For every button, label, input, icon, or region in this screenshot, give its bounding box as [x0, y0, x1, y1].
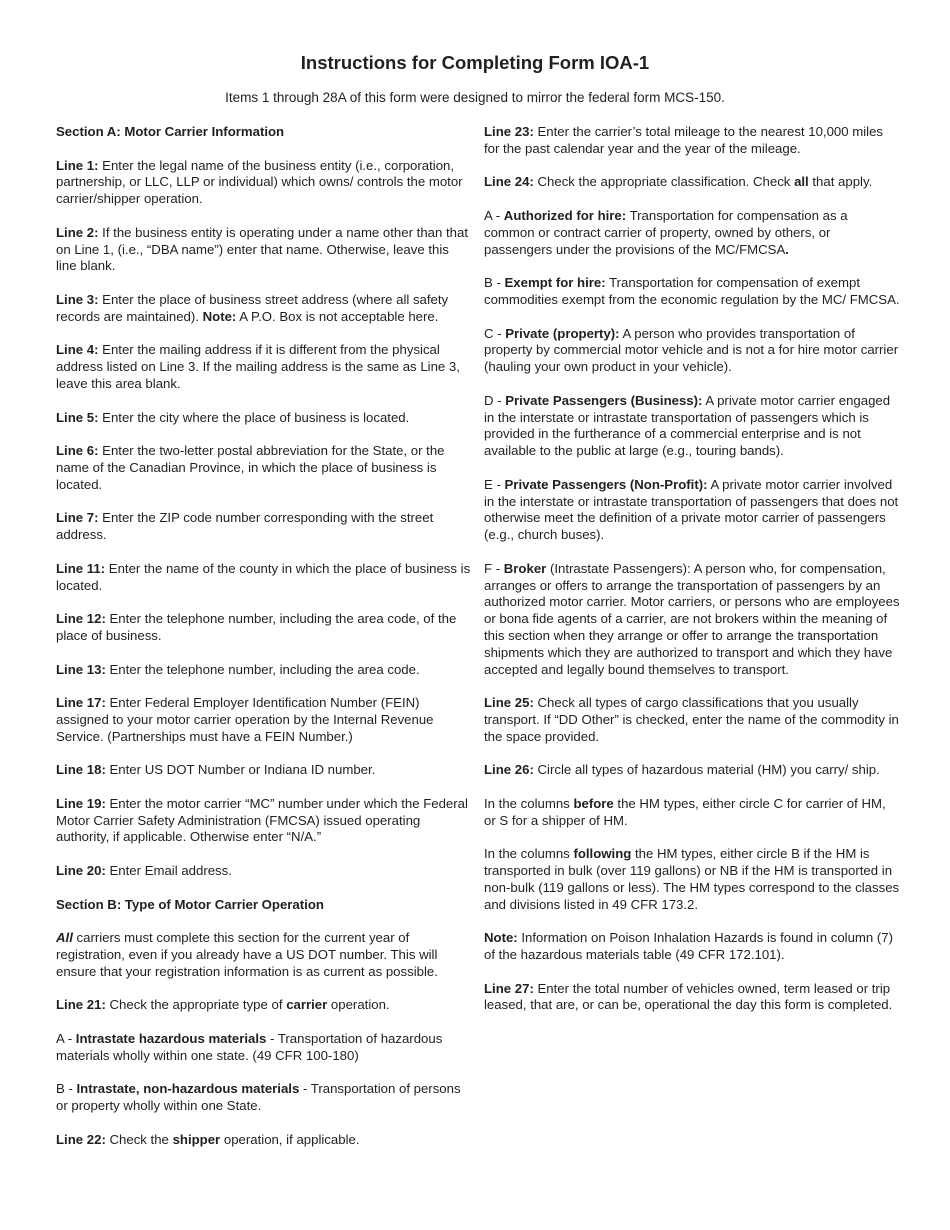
- line-21-option-a: [56, 1031, 472, 1065]
- page-subtitle: Items 1 through 28A of this form were designed to mirror the federal form MCS-150.: [225, 90, 725, 105]
- line-text: Enter the mailing address if it is different from the physical address listed on Line 3. If the mailing address is the same as Line 3, leave this area blank.: [56, 342, 460, 391]
- option-text: A private motor carrier involved in the interstate or intrastate transportation of passengers that does not otherwise meet the definition of a private motor carrier of passengers (e.g., church buses).: [484, 476, 899, 543]
- line-text: Enter the city where the place of business is located.: [98, 409, 410, 425]
- line-27-instruction: [484, 981, 900, 1015]
- line-text: Enter the carrier’s total mileage to the nearest 10,000 miles for the past calendar year and the year of the mileage.: [484, 124, 884, 156]
- line-text: Enter the telephone number, including the area code.: [105, 661, 420, 677]
- line-text: Enter Email address.: [105, 863, 232, 879]
- line-text: Check all types of cargo classifications that you usually transport. If “DD Other” is checked, enter the name of the commodity in the space provided.: [484, 695, 899, 744]
- hm-before-columns: [484, 796, 900, 830]
- line-label: Line 3:: [56, 291, 99, 307]
- option-term: Private Passengers (Non-Profit):: [504, 476, 708, 492]
- line-5-instruction: [56, 410, 472, 427]
- line-text: carriers must complete this section for the current year of registration, even if you already have a US DOT number. This will ensure that your registration information is as current as possible.: [56, 930, 438, 979]
- line-label: Line 13:: [56, 661, 106, 677]
- line-22-instruction: [56, 1132, 472, 1149]
- option-prefix: F -: [484, 560, 504, 576]
- classification-c: [484, 326, 900, 376]
- line-text: Enter the ZIP code number corresponding with the street address.: [56, 510, 434, 543]
- line-text: Enter the name of the county in which the place of business is located.: [56, 560, 471, 593]
- line-label: Line 12:: [56, 611, 106, 627]
- line-11-instruction: [56, 561, 472, 595]
- line-text: operation.: [327, 997, 390, 1013]
- option-text: - Transportation of persons or property wholly within one State.: [56, 1081, 461, 1114]
- line-label: Line 19:: [56, 795, 106, 811]
- option-term: Intrastate hazardous materials: [75, 1031, 267, 1047]
- option-term: Intrastate, non-hazardous materials: [76, 1081, 300, 1097]
- option-text: Transportation for compensation of exempt commodities exempt from the economic regulation by the MC/ FMCSA.: [484, 275, 900, 307]
- note-label: Note:: [484, 930, 518, 946]
- option-end: .: [785, 241, 789, 257]
- line-4-instruction: [56, 342, 472, 392]
- line-label: Line 25:: [484, 695, 534, 711]
- line-text: the HM types, either circle C for carrier of HM, or S for a shipper of HM.: [484, 795, 886, 828]
- option-text: A private motor carrier engaged in the interstate or intrastate transportation of passengers which is provided in the furtherance of a commercial enterprise and is not available to the public at large (e.g., touring bands).: [484, 392, 891, 459]
- line-label: Line 6:: [56, 443, 99, 459]
- line-text: that apply.: [808, 174, 873, 190]
- line-label: Line 2:: [56, 224, 99, 240]
- line-label: Line 17:: [56, 695, 106, 711]
- line-6-instruction: [56, 443, 472, 493]
- line-label: Line 5:: [56, 409, 99, 425]
- line-label: Line 11:: [56, 560, 106, 576]
- option-term: Exempt for hire:: [504, 275, 606, 291]
- line-24-instruction: [484, 174, 900, 191]
- option-text: A person who provides transportation of property by commercial motor vehicle and is not a for hire motor carrier (hauling your own product in your vehicle).: [484, 325, 899, 375]
- section-b-heading: Section B: Type of Motor Carrier Operation: [56, 896, 324, 912]
- line-label: Line 24:: [484, 174, 534, 190]
- line-label: Line 18:: [56, 762, 106, 778]
- line-label: Line 21:: [56, 997, 106, 1013]
- line-17-instruction: [56, 695, 472, 745]
- option-prefix: A -: [56, 1031, 76, 1047]
- option-prefix: A -: [484, 207, 504, 223]
- line-3-instruction: [56, 292, 472, 326]
- classification-f: [484, 561, 900, 679]
- option-text: (Intrastate Passengers): A person who, for compensation, arranges or offers to arrange the transportation of passengers by an authorized motor carrier. Motor carriers, or persons who are employees or bona fide agents of a carrier, are not brokers within the meaning of this section when they arrange or offer to arrange the transportation shipments which they are authorized to transport and which they have accepted and legally bound themselves to transport.: [484, 560, 900, 677]
- line-19-instruction: [56, 796, 472, 846]
- line-23-instruction: [484, 124, 900, 158]
- line-text: Enter the total number of vehicles owned, term leased or trip leased, that are, or can be, operational the day this form is completed.: [484, 980, 893, 1013]
- line-label: Line 20:: [56, 863, 106, 879]
- option-prefix: B -: [56, 1081, 77, 1097]
- line-text: Check the: [105, 1131, 173, 1147]
- option-text: - Transportation of hazardous materials wholly within one state. (49 CFR 100-180): [56, 1031, 443, 1063]
- option-text: Transportation for compensation as a common or contract carrier of property, owned by others, or passengers under the provisions of the MC/FMCSA: [484, 207, 848, 257]
- option-prefix: B -: [484, 275, 505, 291]
- section-a-heading: Section A: Motor Carrier Information: [56, 124, 285, 139]
- line-text: the HM types, either circle B if the HM is transported in bulk (over 119 gallons) or NB if the HM is transported in non-bulk (119 gallons or less). The HM types correspond to the classes and divisions listed in 49 CFR 173.2.: [484, 846, 900, 912]
- classification-a: [484, 208, 900, 258]
- line-text: Enter Federal Employer Identification Number (FEIN) assigned to your motor carrier operation by the Internal Revenue Service. (Partnerships must have a FEIN Number.): [56, 695, 434, 744]
- line-label: Line 1:: [56, 157, 99, 173]
- poison-inhalation-note: [484, 930, 900, 964]
- line-text: Enter the place of business street address (where all safety records are maintained).: [56, 291, 449, 324]
- option-prefix: D -: [484, 392, 506, 408]
- option-prefix: C -: [484, 325, 506, 341]
- left-column: [56, 124, 472, 1165]
- line-text: Enter the two-letter postal abbreviation for the State, or the name of the Canadian Province, in which the place of business is located.: [56, 443, 445, 492]
- line-label: Line 27:: [484, 980, 534, 996]
- line-text: Circle all types of hazardous material (HM) you carry/ ship.: [533, 762, 880, 778]
- classification-e: [484, 477, 900, 544]
- option-term: Authorized for hire:: [503, 207, 627, 223]
- classification-d: [484, 393, 900, 460]
- line-7-instruction: [56, 510, 472, 544]
- classification-b: [484, 275, 900, 309]
- line-text: operation, if applicable.: [220, 1131, 360, 1147]
- line-text: Enter the telephone number, including the area code, of the place of business.: [56, 611, 457, 643]
- line-text: Check the appropriate classification. Check: [533, 174, 795, 190]
- line-text: Check the appropriate type of: [105, 997, 287, 1013]
- line-text: In the columns: [484, 795, 574, 811]
- line-label: Line 22:: [56, 1131, 106, 1147]
- line-13-instruction: [56, 662, 472, 679]
- option-prefix: E -: [484, 476, 505, 492]
- line-text: Enter the legal name of the business entity (i.e., corporation, partnership, or LLC, LLP or individual) which owns/ controls the motor carrier/shipper operation.: [56, 157, 463, 207]
- note-text: A P.O. Box is not acceptable here.: [236, 308, 439, 324]
- bold-term: following: [573, 846, 632, 862]
- line-21-option-b: [56, 1081, 472, 1115]
- line-label: Line 26:: [484, 762, 534, 778]
- hm-following-columns: [484, 846, 900, 913]
- emphasis-text: All: [56, 930, 73, 946]
- line-label: Line 4:: [56, 342, 99, 358]
- line-label: Line 7:: [56, 510, 99, 526]
- line-20-instruction: [56, 863, 472, 880]
- line-label: Line 23:: [484, 124, 534, 139]
- line-18-instruction: [56, 762, 472, 779]
- line-1-instruction: [56, 158, 472, 208]
- line-2-instruction: [56, 225, 472, 275]
- line-25-instruction: [484, 695, 900, 745]
- option-term: Broker: [503, 560, 547, 576]
- note-text: Information on Poison Inhalation Hazards is found in column (7) of the hazardous materials table (49 CFR 172.101).: [484, 930, 894, 963]
- line-12-instruction: [56, 611, 472, 645]
- page-title: Instructions for Completing Form IOA-1: [300, 52, 650, 73]
- option-term: Private (property):: [505, 325, 620, 341]
- note-label: Note:: [202, 308, 237, 324]
- bold-term: before: [573, 795, 614, 811]
- bold-term: shipper: [172, 1131, 221, 1147]
- line-text: In the columns: [484, 846, 574, 862]
- line-text: If the business entity is operating under a name other than that on Line 1, (i.e., “DBA name”) enter that name. Otherwise, leave this line blank.: [56, 224, 468, 274]
- right-column: [484, 124, 900, 1031]
- option-term: Private Passengers (Business):: [505, 392, 703, 408]
- bold-term: carrier: [286, 997, 328, 1013]
- line-text: Enter US DOT Number or Indiana ID number.: [105, 762, 376, 778]
- bold-term: all: [794, 174, 809, 190]
- line-26-instruction: [484, 762, 900, 779]
- line-text: Enter the motor carrier “MC” number under which the Federal Motor Carrier Safety Administration (FMCSA) issued operating authority, if applicable. Otherwise enter “N/A.”: [56, 795, 468, 845]
- all-carriers-note: [56, 930, 472, 980]
- line-21-instruction: [56, 997, 472, 1014]
